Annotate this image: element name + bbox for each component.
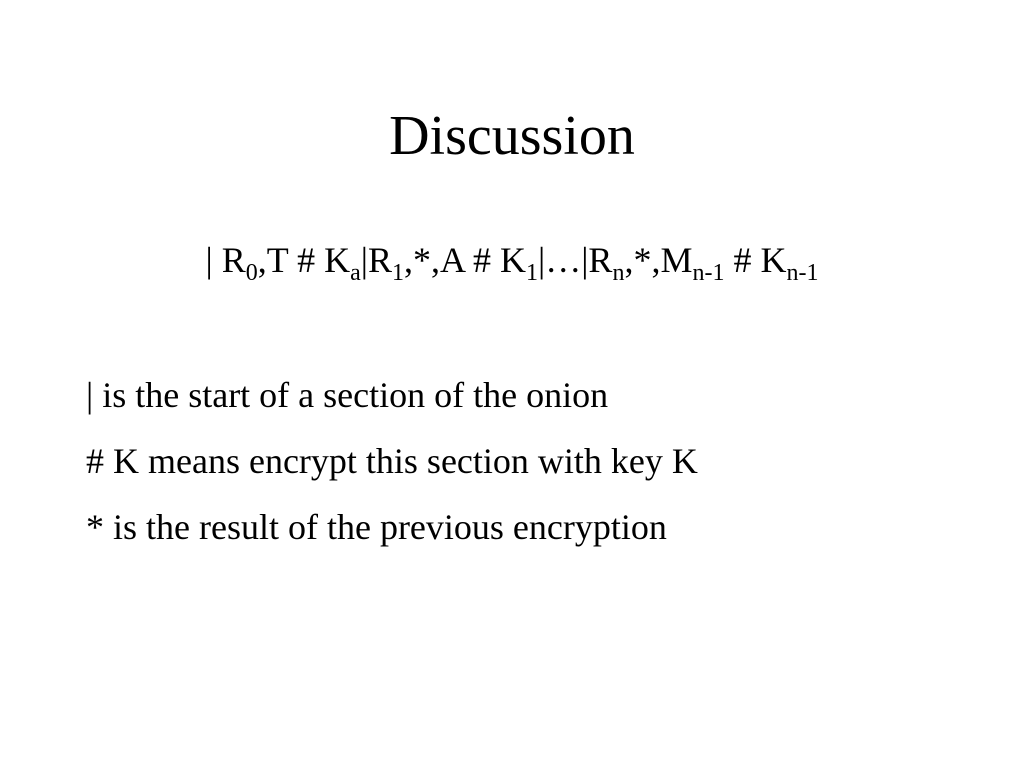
formula-subscript: 1 bbox=[391, 260, 404, 286]
formula-subscript: a bbox=[350, 260, 361, 286]
list-item-previous-result: * is the result of the previous encryption bbox=[86, 507, 667, 547]
formula-text: ,T # K bbox=[257, 240, 351, 280]
formula-text: # K bbox=[724, 240, 787, 280]
formula-subscript: n-1 bbox=[786, 260, 819, 286]
formula-subscript: n-1 bbox=[692, 260, 725, 286]
list-item-section-marker: | is the start of a section of the onion bbox=[86, 375, 609, 415]
formula-text: ,*,M bbox=[624, 240, 693, 280]
explanation-list bbox=[86, 362, 698, 560]
formula-text: | R bbox=[205, 240, 246, 280]
list-item-encrypt-notation: # K means encrypt this section with key K bbox=[86, 441, 698, 481]
slide-title: Discussion bbox=[389, 105, 635, 167]
onion-formula bbox=[0, 236, 1024, 284]
formula-text: |R bbox=[360, 240, 392, 280]
formula-text: |…|R bbox=[538, 240, 613, 280]
formula-subscript: 1 bbox=[526, 260, 538, 286]
formula-subscript: 0 bbox=[245, 260, 258, 286]
formula-text: ,*,A # K bbox=[403, 240, 526, 280]
formula-subscript: n bbox=[612, 260, 625, 286]
